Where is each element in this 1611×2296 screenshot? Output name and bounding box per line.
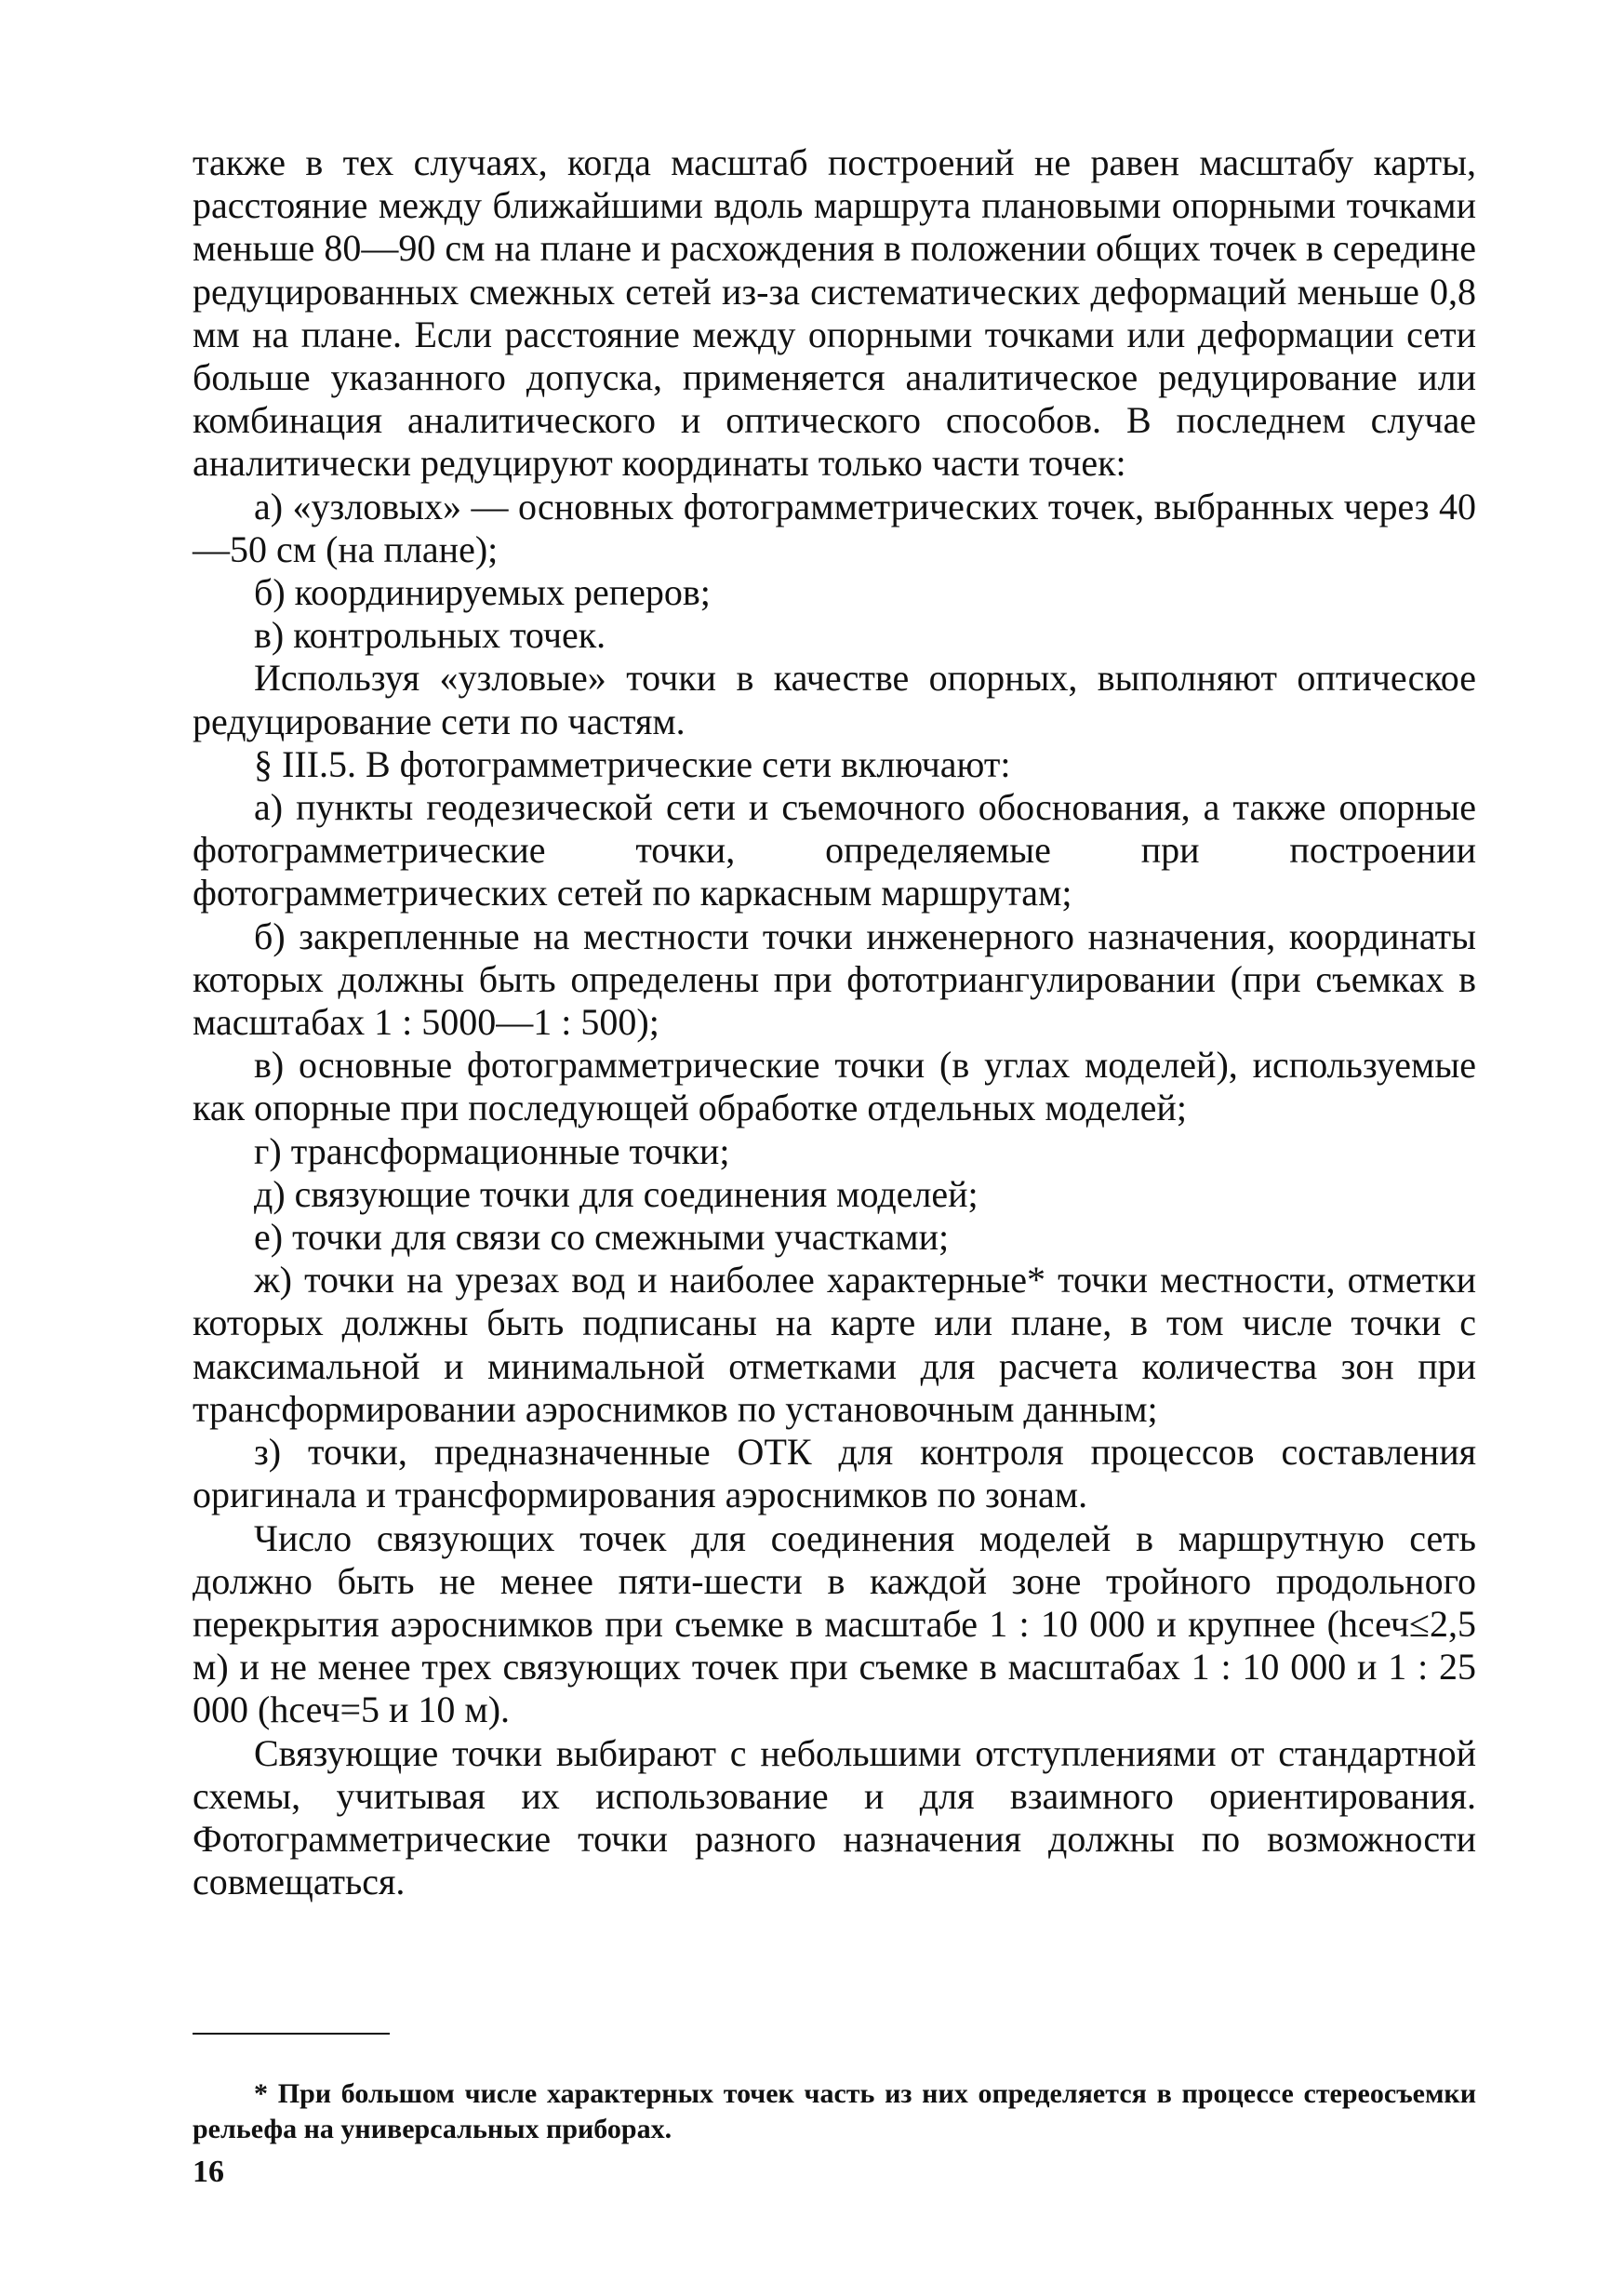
list-item-a-node-points: а) «узловых» — основных фотограмметрических точек, выбранных через 40—50 см (на плане); [193,485,1476,570]
list-item-zh-water-points: ж) точки на урезах вод и наиболее характерные* точки местности, отметки которых должны быть подписаны на карте или плане, в том числе точки с максимальной и минимальной отметками для расчета количества зон при трансформировании аэроснимков по установочным данным; [193,1259,1476,1430]
list-item-d-tie-points: д) связующие точки для соединения моделей; [254,1172,979,1215]
list-item-v-control-points: в) контрольных точек. [254,614,606,657]
list-item-g-transformation-points: г) трансформационные точки; [254,1129,730,1172]
page-body [193,141,1476,1903]
paragraph-tie-points-count: Число связующих точек для соединения моделей в маршрутную сеть должно быть не менее пяти-шести в каждой зоне тройного продольного перекрытия аэроснимков при съемке в масштабе 1 : 10 000 и крупнее (hсеч≤2,5 м) и не менее трех связующих точек при съемке в масштабах 1 : 10 000 и 1 : 25 000 (hсеч=5 и 10 м). [193,1516,1476,1731]
section-heading-iii5: § III.5. В фотограмметрические сети включают: [254,742,1011,785]
list-item-b-engineering-points: б) закрепленные на местности точки инженерного назначения, координаты которых должны быть определены при фототриангулировании (при съемках в масштабах 1 : 5000—1 : 500); [193,914,1476,1044]
page-number: 16 [193,2155,224,2189]
list-item-a-geodetic-points: а) пункты геодезической сети и съемочного обоснования, а также опорные фотограмметрические точки, определяемые при построении фотограмметрических сетей по каркасным маршрутам; [193,786,1476,914]
list-item-b-benchmarks: б) координируемых реперов; [254,571,711,614]
list-item-v-main-points: в) основные фотограмметрические точки (в углах моделей), используемые как опорные при последующей обработке отдельных моделей; [193,1044,1476,1129]
paragraph-tie-points-selection: Связующие точки выбирают с небольшими отступлениями от стандартной схемы, учитывая их использование и для взаимного ориентирования. Фотограмметрические точки разного назначения должны по возможности совмещаться. [193,1731,1476,1903]
footnote: * При большом числе характерных точек часть из них определяется в процессе стереосъемки рельефа на универсальных приборах. [193,2078,1476,2144]
list-item-z-qc-points: з) точки, предназначенные ОТК для контроля процессов составления оригинала и трансформирования аэроснимков по зонам. [193,1431,1476,1516]
list-item-e-adjacent-points: е) точки для связи со смежными участками; [254,1216,950,1259]
paragraph-node-points: Используя «узловые» точки в качестве опорных, выполняют оптическое редуцирование сети по частям. [193,657,1476,742]
footnote-divider [193,2033,390,2035]
paragraph-intro-continued: также в тех случаях, когда масштаб построений не равен масштабу карты, расстояние между ближайшими вдоль маршрута плановыми опорными точками меньше 80—90 см на плане и расхождения в положении общих точек в середине редуцированных смежных сетей из-за систематических деформаций меньше 0,8 мм на плане. Если расстояние между опорными точками или деформации сети больше указанного допуска, применяется аналитическое редуцирование или комбинация аналитического и оптического способов. В последнем случае аналитически редуцируют координаты только части точек: [193,141,1476,485]
